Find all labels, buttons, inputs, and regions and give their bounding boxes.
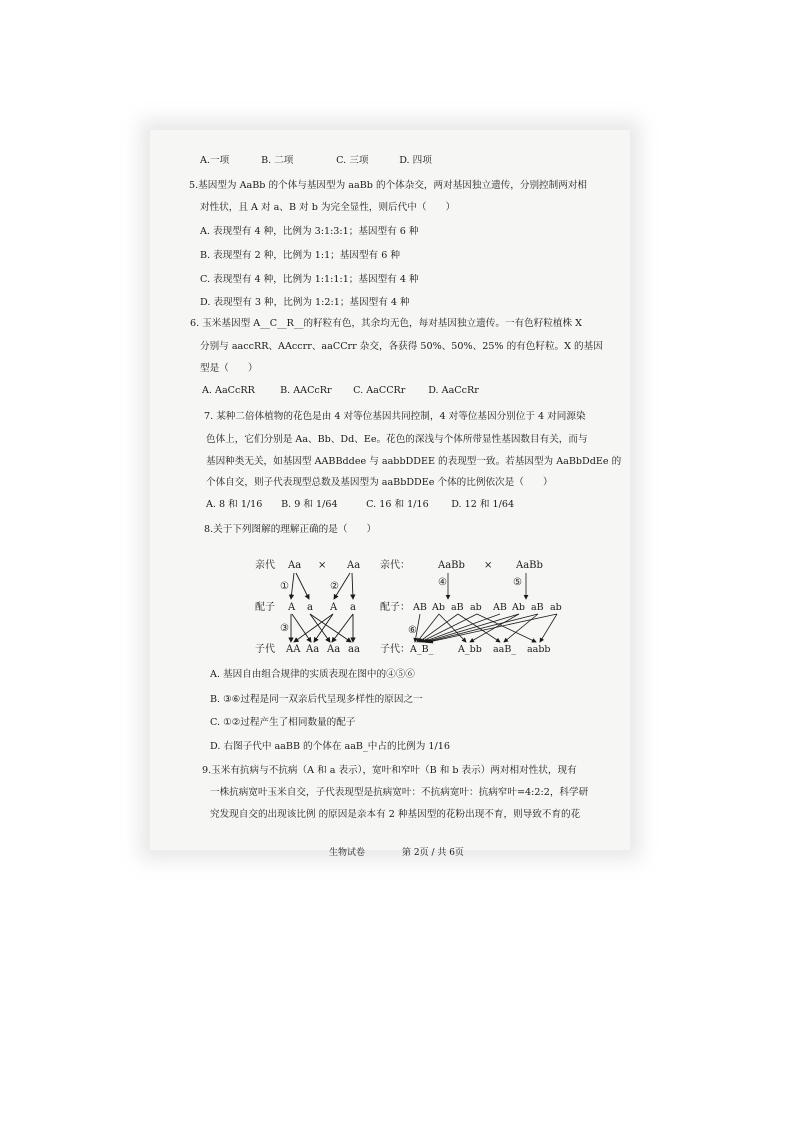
right-gamete-3: aB [451,602,464,613]
left-parent-2: Aa [347,560,361,571]
left-gamete-2: a [307,602,313,613]
q7-option-b: B. 9 和 1/64 [281,499,338,510]
right-gamete-4: ab [470,602,482,613]
q6-option-a: A. AaCcRR [202,385,255,396]
left-parent-1: Aa [288,560,302,571]
left-offspring-1: AA [286,644,301,655]
left-mark-3: ③ [280,623,289,634]
left-parent-label: 亲代 [255,560,275,571]
q9-stem-line1: 9.玉米有抗病与不抗病（A 和 a 表示），宽叶和窄叶（B 和 b 表示）两对相对性状，现有 [202,765,577,776]
left-offspring-4: aa [348,644,360,655]
q4-option-a: A.一项 [200,155,230,166]
left-arrows [291,573,353,642]
q9-stem-line2: 一株抗病宽叶玉米自交，子代表现型是抗病宽叶：不抗病宽叶：抗病窄叶=4:2:2，科学研 [210,787,589,798]
q8-option-c: C. ①②过程产生了相同数量的配子 [210,717,356,728]
right-gamete-1: AB [413,602,427,613]
left-offspring-label: 子代 [255,644,275,655]
q8-option-d: D. 右图子代中 aaBB 的个体在 aaB_中占的比例为 1/16 [210,741,450,752]
q5-option-b: B. 表现型有 2 种，比例为 1:1；基因型有 6 种 [200,250,400,261]
left-mark-2: ② [330,581,339,592]
right-gamete-7: aB [531,602,544,613]
right-gamete-2: Ab [432,602,445,613]
footer-subject: 生物试卷 [329,848,366,858]
right-parent-2: AaBb [516,560,543,571]
left-cross-sign: × [318,560,327,571]
q7-stem-line4: 个体自交，则子代表现型总数及基因型为 aaBbDDEe 个体的比例依次是（ ） [206,477,553,488]
right-mark-6: ⑥ [408,625,417,636]
q9-stem-line3: 究发现自交的出现该比例 的原因是亲本有 2 种基因型的花粉出现不育，则导致不育的花 [210,809,581,820]
left-offspring-2: Aa [306,644,320,655]
q6-option-b: B. AACcRr [280,385,332,396]
left-mark-1: ① [280,581,289,592]
right-gamete-6: Ab [512,602,525,613]
q4-options [200,154,432,167]
q5-stem-line1: 5.基因型为 AaBb 的个体与基因型为 aaBb 的个体杂交，两对基因独立遗传，分别控制两对相 [189,180,588,191]
q6-stem-line3: 型是（ ） [200,363,258,374]
q8-option-b: B. ③⑥过程是同一双亲后代呈现多样性的原因之一 [210,694,423,705]
q6-option-c: C. AaCCRr [353,385,406,396]
q7-options [206,498,514,511]
right-gamete-5: AB [493,602,507,613]
left-offspring-3: Aa [327,644,341,655]
left-gamete-4: a [350,602,356,613]
right-mark-4: ④ [438,577,447,588]
right-offspring-2: A_bb [458,644,482,655]
q8-stem: 8.关于下列图解的理解正确的是（ ） [204,524,377,535]
right-parent-1: AaBb [438,560,465,571]
q6-option-d: D. AaCcRr [428,385,479,396]
q7-stem-line1: 7. 某种二倍体植物的花色是由 4 对等位基因共同控制，4 对等位基因分别位于 4 对同源染 [204,411,586,422]
left-gamete-3: A [330,602,338,613]
genetics-cross-diagram [250,555,580,660]
q7-option-d: D. 12 和 1/64 [451,499,515,510]
right-offspring-3: aaB_ [493,644,517,655]
q4-option-c: C. 三项 [336,155,369,166]
right-offspring-1: A_B_ [410,644,434,655]
q5-stem-line2: 对性状，且 A 对 a、B 对 b 为完全显性，则后代中（ ） [200,202,456,213]
q5-option-c: C. 表现型有 4 种，比例为 1:1:1:1；基因型有 4 种 [200,274,419,285]
q8-option-a: A. 基因自由组合规律的实质表现在图中的④⑤⑥ [210,669,415,680]
footer-page-number: 第 2页 / 共 6页 [402,848,464,858]
q5-option-d: D. 表现型有 3 种，比例为 1:2:1；基因型有 4 种 [200,297,410,308]
q7-option-a: A. 8 和 1/16 [206,499,263,510]
q6-stem-line1: 6. 玉米基因型 A__C__R__的籽粒有色，其余均无色，每对基因独立遗传。一有色籽粒植株 X [190,318,582,329]
q7-stem-line2: 色体上，它们分别是 Aa、Bb、Dd、Ee。花色的深浅与个体所带显性基因数目有关，而与 [206,434,588,445]
q5-option-a: A. 表现型有 4 种，比例为 3:1:3:1；基因型有 6 种 [200,226,419,237]
left-gamete-label: 配子 [255,602,275,613]
left-gamete-1: A [288,602,296,613]
q4-option-b: B. 二项 [261,155,294,166]
right-gamete-label: 配子： [380,602,410,613]
right-mark-5: ⑤ [513,577,522,588]
q7-stem-line3: 基因种类无关，如基因型 AABBddee 与 aabbDDEE 的表现型一致。若基因型为 AaBbDdEe 的 [206,456,622,467]
right-offspring-4: aabb [527,644,551,655]
right-cross-sign: × [484,560,493,571]
right-gamete-8: ab [550,602,562,613]
q6-stem-line2: 分别与 aaccRR、AAccrr、aaCCrr 杂交，各获得 50%、50%、25% 的有色籽粒。X 的基因 [200,341,603,352]
q6-options [202,384,479,397]
right-offspring-label: 子代： [380,644,410,655]
q4-option-d: D. 四项 [399,155,432,166]
right-parent-label: 亲代： [380,560,410,571]
q7-option-c: C. 16 和 1/16 [366,499,429,510]
